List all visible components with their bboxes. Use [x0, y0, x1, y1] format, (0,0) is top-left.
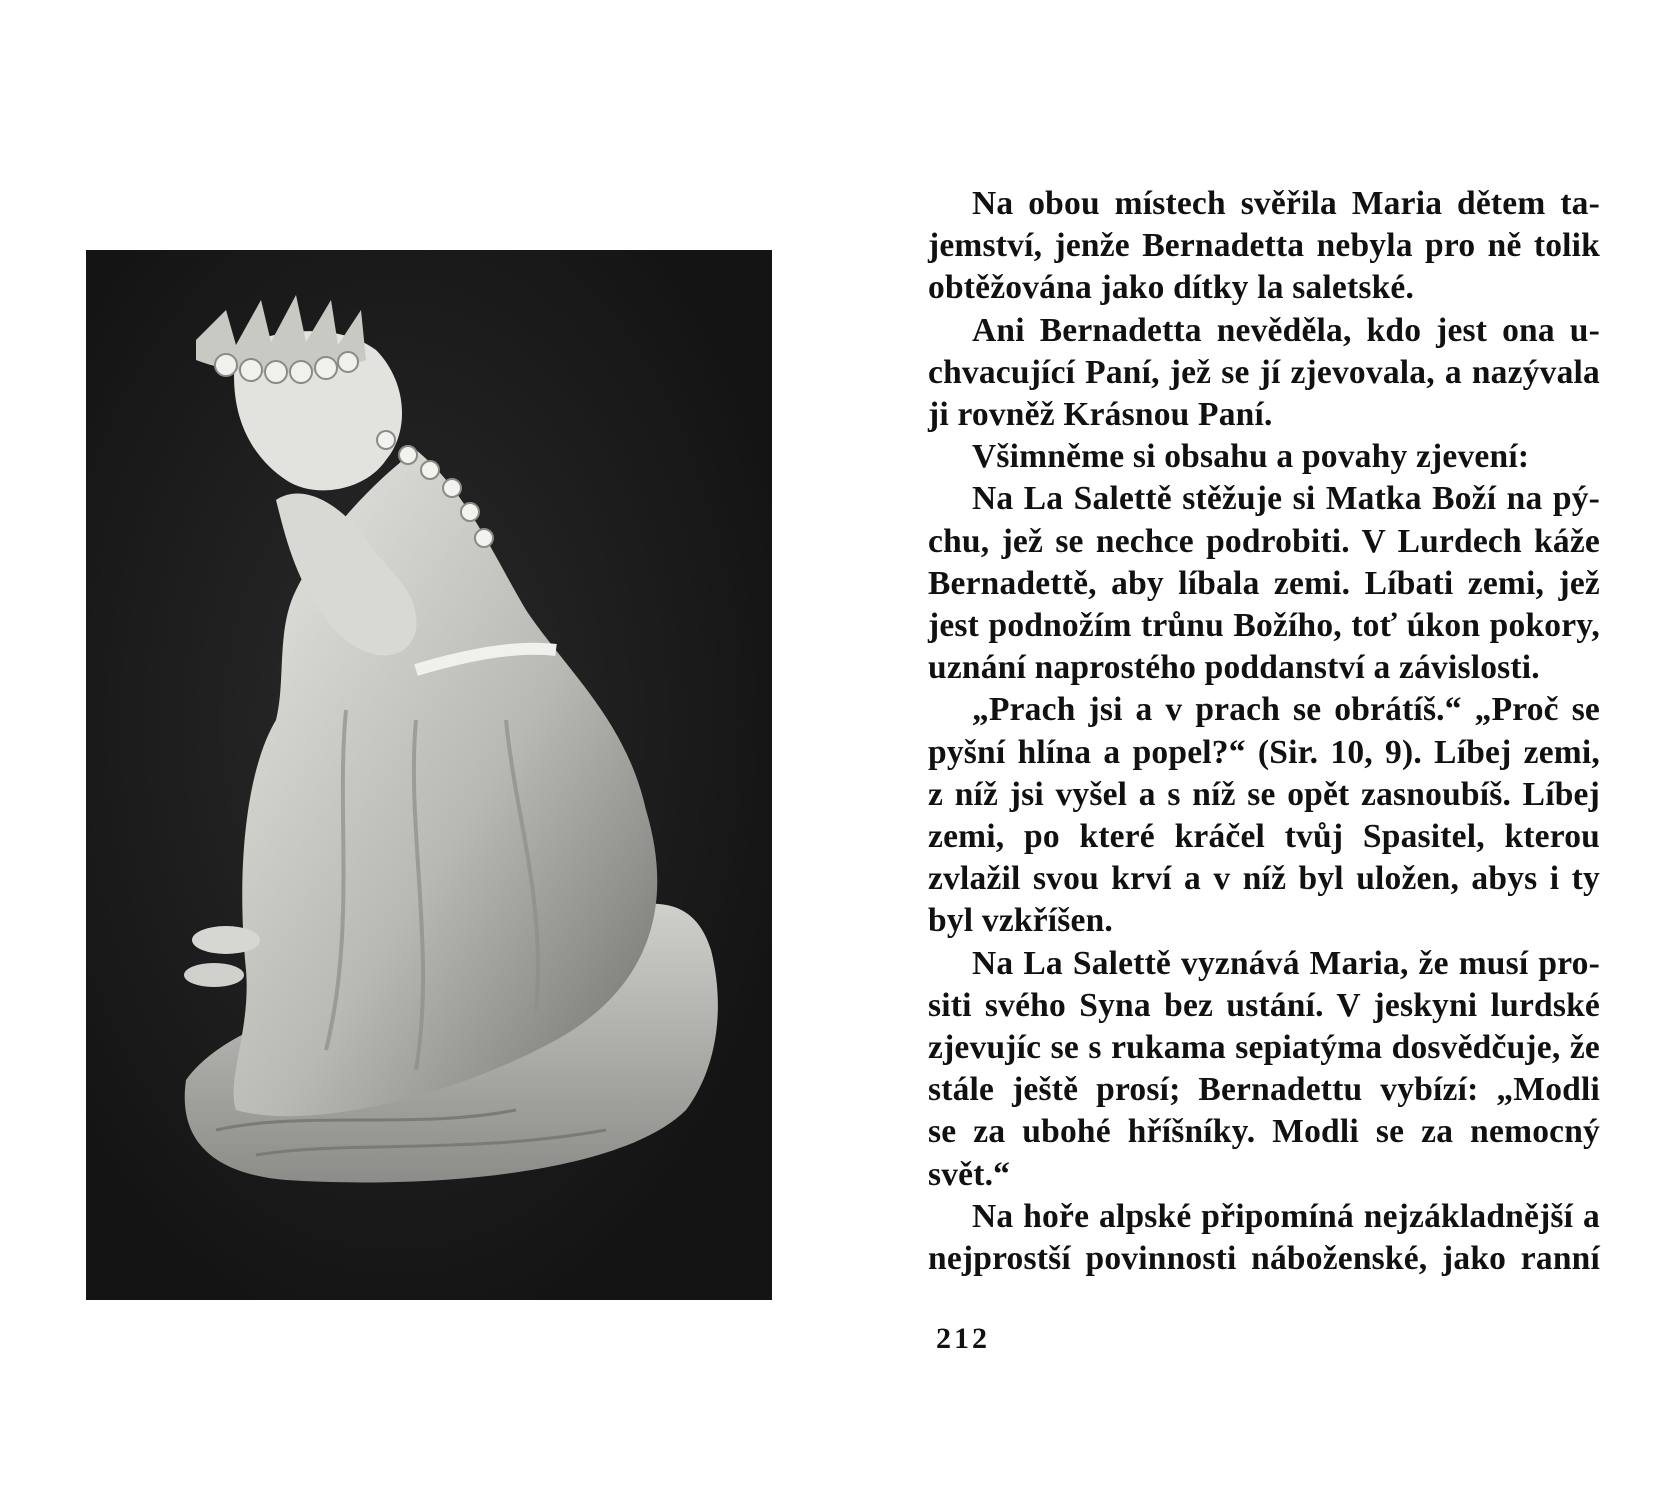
text-line: ji rovněž Krásnou Paní.	[928, 396, 1273, 434]
statue-photograph	[86, 250, 772, 1300]
text-line: z níž jsi vyšel a s níž se opět zasnoubíš. Líbej	[928, 775, 1600, 813]
text-line: chvacující Paní, jež se jí zjevovala, a nazývala	[928, 353, 1600, 391]
text-line: siti svého Syna bez ustání. V jeskyni lurdské	[928, 986, 1600, 1024]
text-line: Na obou místech svěřila Maria dětem ta-	[972, 185, 1600, 222]
page-number: 212	[936, 1322, 990, 1355]
text-line: Na hoře alpské připomíná nejzákladnější a	[972, 1197, 1600, 1235]
text-line: byl vzkříšen.	[928, 902, 1114, 940]
paragraph	[928, 1196, 1600, 1280]
text-line: pyšní hlína a popel?“ (Sir. 10, 9). Líbej zemi,	[928, 733, 1600, 771]
paragraph	[928, 310, 1600, 437]
text-line: Bernadettě, aby líbala zemi. Líbati zemi, jež	[928, 564, 1600, 602]
paragraph	[928, 183, 1600, 310]
text-line: stále ještě prosí; Bernadettu vybízí: „Modli	[928, 1071, 1600, 1109]
text-line: se za ubohé hříšníky. Modli se za nemocný	[928, 1113, 1600, 1151]
paragraph	[928, 689, 1600, 942]
text-line: obtěžována jako dítky la saletské.	[928, 269, 1415, 307]
text-line: nejprostší povinnosti náboženské, jako ranní	[928, 1240, 1600, 1278]
text-line: jest podnožím trůnu Božího, toť úkon pokory,	[928, 607, 1600, 645]
text-line: chu, jež se nechce podrobiti. V Lurdech káže	[928, 522, 1600, 560]
text-page	[928, 183, 1600, 1280]
paragraph	[928, 478, 1600, 689]
text-line: jemství, jenže Bernadetta nebyla pro ně tolik	[928, 227, 1600, 265]
text-line: svět.“	[928, 1155, 1011, 1193]
paragraph	[928, 436, 1600, 478]
text-line: Na La Salettě vyznává Maria, že musí pro-	[972, 944, 1600, 982]
body-text	[928, 183, 1600, 1280]
text-line: Na La Salettě stěžuje si Matka Boží na pý-	[972, 480, 1600, 518]
paragraph	[928, 943, 1600, 1196]
weeping-madonna-image	[86, 250, 772, 1300]
text-line: Ani Bernadetta nevěděla, kdo jest ona u-	[972, 311, 1600, 349]
text-line: zvlažil svou krví a v níž byl uložen, abys i ty	[928, 860, 1600, 898]
text-line: zemi, po které kráčel tvůj Spasitel, kterou	[928, 818, 1600, 856]
text-line: „Prach jsi a v prach se obrátíš.“ „Proč se	[972, 691, 1600, 729]
text-line: zjevujíc se s rukama sepiatýma dosvědčuje, že	[928, 1029, 1600, 1067]
text-line: uznání naprostého poddanství a závislosti.	[928, 649, 1540, 687]
text-line: Všimněme si obsahu a povahy zjevení:	[972, 438, 1530, 476]
